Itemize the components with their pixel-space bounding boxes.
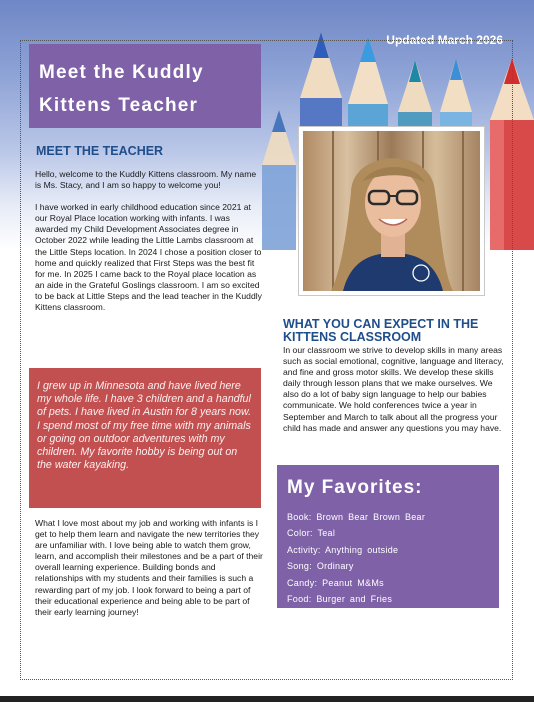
teacher-portrait-image	[303, 131, 480, 291]
favorites-title: My Favorites:	[287, 477, 423, 498]
favorite-song: Song: Ordinary	[287, 561, 354, 572]
meet-paragraph-1: Hello, welcome to the Kuddly Kittens classroom. My name is Ms. Stacy, and I am so happy to welcome you!	[35, 169, 257, 191]
meet-paragraph-2: I have worked in early childhood education since 2021 at our Royal Place location working with infants. I was awarded my Child Development Associates degree in October 2022 while leading the Little Lambs classroom at the Little Steps location. In 2024 I chose a position closer to home and quickly realized that First Steps was the best fit for me. In 2025 I came back to the Royal place location as an aide in the Grateful Goslings classroom. I am so excited to be back at Little Steps and the lead teacher in the Kuddly Kittens classroom.	[35, 202, 262, 313]
meet-heading: MEET THE TEACHER	[36, 144, 164, 158]
love-body: What I love most about my job and working with infants is I get to help them learn and navigate the new territories they are unfamiliar with. I love being able to watch them grow, learn, and accomplish their milestones and be a part of their overall learning experience. Building bonds and relationships with my students and their families is such a rewarding part of my job. I look forward to being a part of their educational experience and being able to be part of their early learning journey!	[35, 518, 263, 617]
meet-body	[35, 169, 263, 324]
teacher-photo	[298, 126, 485, 296]
favorites-box	[277, 465, 499, 608]
favorite-book: Book: Brown Bear Brown Bear	[287, 512, 426, 522]
expect-heading	[283, 318, 478, 344]
favorite-activity: Activity: Anything outside	[287, 544, 399, 555]
favorite-food: Food: Burger and Fries	[287, 594, 393, 605]
favorite-candy: Candy: Peanut M&Ms	[287, 577, 384, 588]
title-banner	[29, 44, 261, 128]
expect-heading-line-2: KITTENS CLASSROOM	[283, 330, 422, 344]
favorite-color: Color: Teal	[287, 528, 336, 539]
expect-body: In our classroom we strive to develop skills in many areas such as social emotional, cognitive, language and literacy, and fine and gross motor skills. We develop these skills daily through lesson plans that we make ourselves. We also do a lot of baby sign language to help our babies communicate. We hold conferences twice a year in September and March to talk about all the progress your child has made and answer any questions you may have.	[283, 345, 504, 433]
personal-quote-text: I grew up in Minnesota and have lived here my whole life. I have 3 children and a handful of pets. I have lived in Austin for 8 years now. I spend most of my free time with my animals or going on outdoor adventures with my children. My favorite hobby is being out on the water kayaking.	[37, 380, 252, 472]
expect-heading-line-1: WHAT YOU CAN EXPECT IN THE	[283, 317, 479, 331]
personal-quote-box	[29, 368, 261, 508]
title-line-1: Meet the Kuddly	[39, 62, 204, 83]
title-line-2: Kittens Teacher	[39, 95, 199, 116]
updated-date: Updated March 2026	[386, 33, 503, 47]
bottom-bar	[0, 696, 534, 702]
